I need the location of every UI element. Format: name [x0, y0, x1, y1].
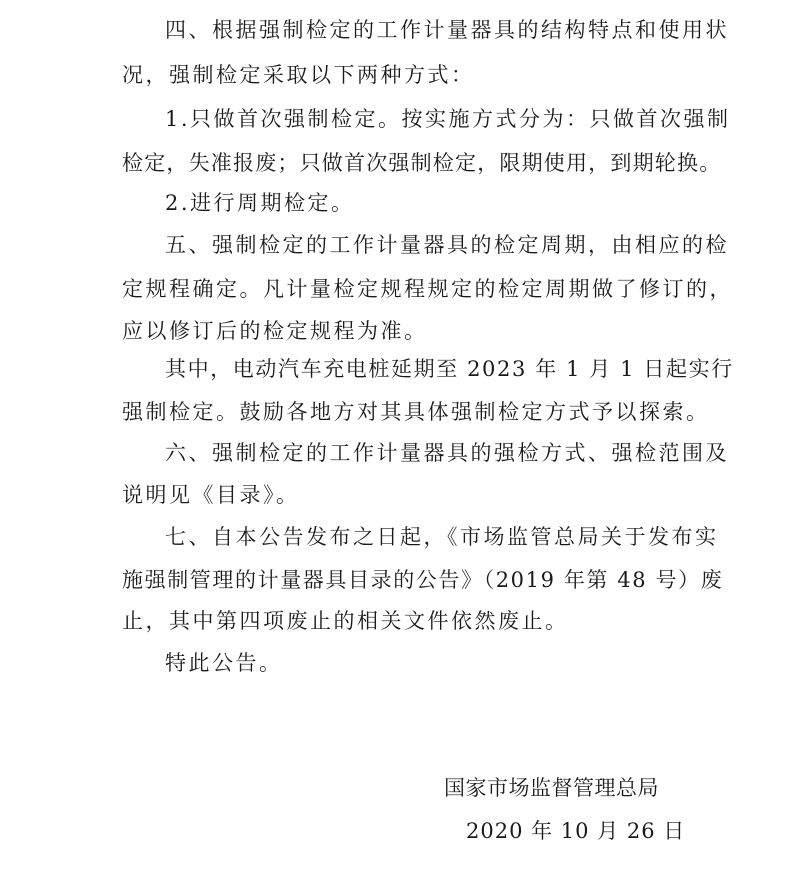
para-7-line-2: 施强制管理的计量器具目录的公告》（2019 年第 48 号）废 — [122, 568, 724, 592]
para-5-line-3: 应以修订后的检定规程为准。 — [122, 319, 428, 343]
issuer-signature: 国家市场监督管理总局 — [444, 776, 659, 800]
para-5-note-line-2: 强制检定。鼓励各地方对其具体强制检定方式予以探索。 — [122, 400, 710, 424]
para-5-note-line-1: 其中，电动汽车充电桩延期至 2023 年 1 月 1 日起实行 — [165, 357, 734, 381]
closing-line: 特此公告。 — [165, 651, 283, 675]
para-4-line-2: 况，强制检定采取以下两种方式： — [122, 63, 475, 87]
para-6-line-1: 六、强制检定的工作计量器具的强检方式、强检范围及 — [165, 441, 729, 465]
para-4-1-line-2: 检定，失准报废；只做首次强制检定，限期使用，到期轮换。 — [122, 151, 722, 175]
para-7-line-3: 止，其中第四项废止的相关文件依然废止。 — [122, 609, 569, 633]
para-4-2-line-1: 2.进行周期检定。 — [165, 191, 355, 215]
issue-date: 2020 年 10 月 26 日 — [466, 819, 686, 843]
para-5-line-2: 定规程确定。凡计量检定规程规定的检定周期做了修订的， — [122, 277, 733, 301]
para-4-1-line-1: 1.只做首次强制检定。按实施方式分为：只做首次强制 — [165, 107, 731, 131]
para-4-line-1: 四、根据强制检定的工作计量器具的结构特点和使用状 — [165, 18, 729, 42]
para-5-line-1: 五、强制检定的工作计量器具的检定周期，由相应的检 — [165, 233, 729, 257]
para-6-line-2: 说明见《目录》。 — [122, 483, 300, 507]
para-7-line-1: 七、自本公告发布之日起，《市场监管总局关于发布实 — [165, 525, 719, 549]
